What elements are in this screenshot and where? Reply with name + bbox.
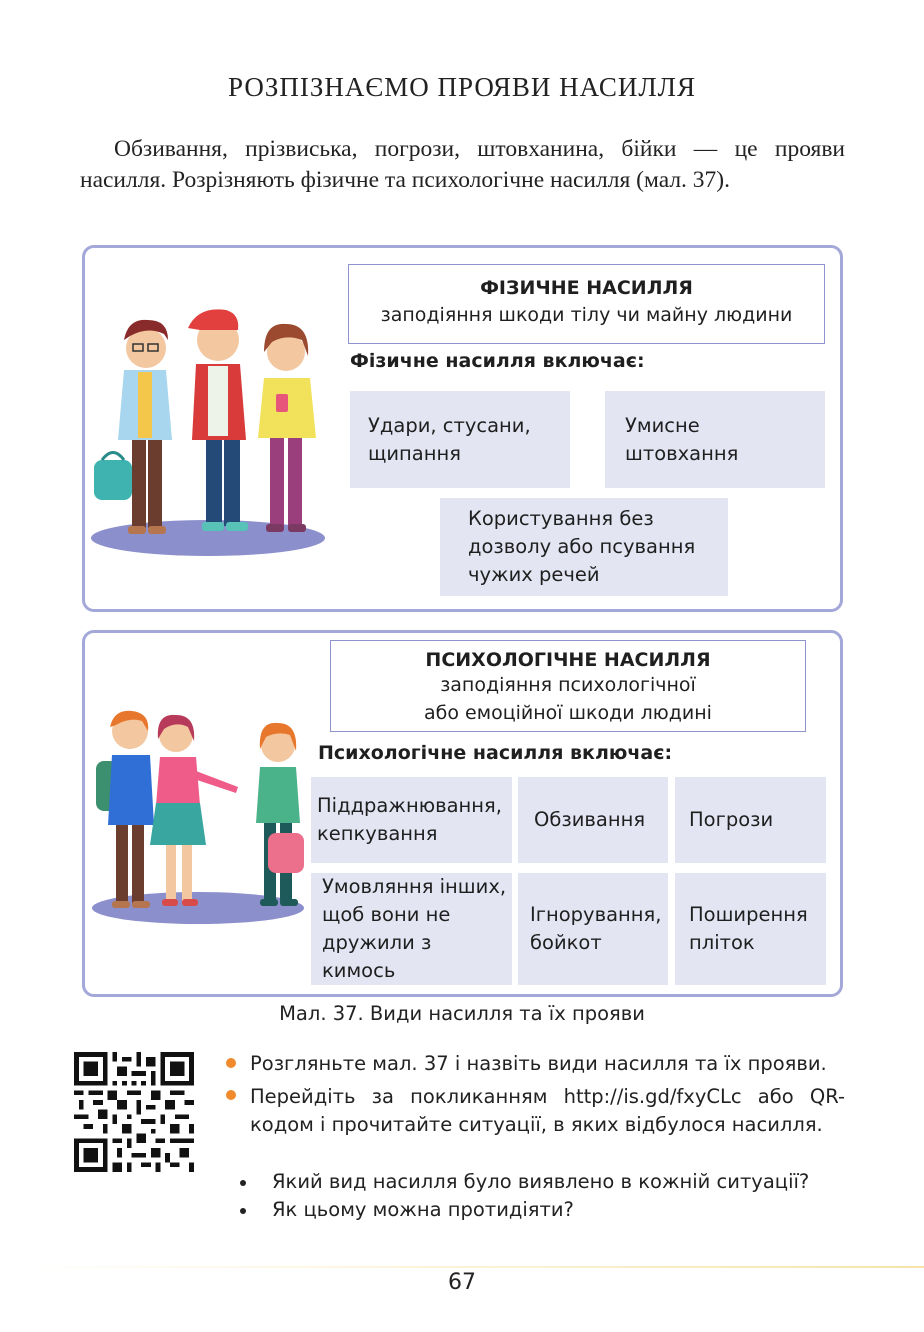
psych-item-name-calling (518, 777, 668, 863)
psych-item-label: Умовляння інших, щоб вони не дружили з кимось (322, 875, 507, 982)
psychological-definition-box (330, 640, 806, 732)
task-item: Перейдіть за покликанням http://is.gd/fxyCLc або QR-кодом і прочитайте ситуації, в яких відбулося насилля. (250, 1085, 845, 1136)
psych-item-label: Обзивання (534, 808, 646, 831)
psych-item-label: Поширення пліток (689, 903, 808, 954)
physical-item-label: Удари, стусани, щипання (368, 413, 531, 465)
psych-item-ignoring (518, 873, 668, 985)
physical-item-strikes (350, 391, 570, 488)
question-item: Як цьому можна протидіяти? (272, 1198, 574, 1221)
task-item: Розгляньте мал. 37 і назвіть види насилля та їх прояви. (250, 1052, 827, 1075)
psychological-title: ПСИХОЛОГІЧНЕ НАСИЛЛЯ (425, 649, 711, 671)
psych-item-gossip (675, 873, 826, 985)
physical-item-label: Користування без дозволу або псування чужих речей (468, 507, 696, 586)
psych-item-label: Погрози (689, 808, 774, 831)
psychological-violence-illustration (88, 705, 313, 930)
physical-description: заподіяння шкоди тілу чи майну людини (380, 304, 793, 326)
physical-definition-box (348, 264, 825, 344)
psych-item-teasing (311, 777, 512, 863)
physical-title: ФІЗИЧНЕ НАСИЛЛЯ (480, 277, 693, 299)
physical-item-pushing (605, 391, 825, 488)
small-bullet (240, 1208, 246, 1214)
footer-line (0, 1266, 924, 1268)
intro-paragraph: Обзивання, прізвиська, погрози, штовханина, бійки — це прояви насилля. Розрізняють фізичне та психологічне насилля (мал. 37). (80, 136, 845, 193)
question-item: Який вид насилля було виявлено в кожній ситуації? (272, 1170, 810, 1193)
page-heading: РОЗПІЗНАЄМО ПРОЯВИ НАСИЛЛЯ (228, 72, 696, 102)
physical-violence-illustration (88, 300, 338, 560)
physical-item-label: Умисне штовхання (625, 413, 739, 465)
psych-item-persuading (311, 873, 512, 985)
psych-item-label: Піддражнювання, кепкування (317, 794, 502, 845)
small-bullet (240, 1180, 246, 1186)
psych-item-threats (675, 777, 826, 863)
physical-includes-label: Фізичне насилля включає: (350, 350, 645, 372)
bullet-dot (226, 1058, 236, 1068)
bullet-dot (226, 1090, 236, 1100)
qr-code[interactable] (74, 1052, 194, 1172)
physical-item-belongings (440, 498, 728, 596)
psychological-description-line2: або емоційної шкоди людині (424, 702, 712, 724)
psychological-includes-label: Психологічне насилля включає: (318, 742, 673, 764)
figure-caption: Мал. 37. Види насилля та їх прояви (279, 1002, 645, 1025)
page-number: 67 (448, 1270, 476, 1295)
psych-item-label: Ігнорування, бойкот (530, 903, 662, 954)
psychological-description-line1: заподіяння психологічної (440, 674, 696, 696)
